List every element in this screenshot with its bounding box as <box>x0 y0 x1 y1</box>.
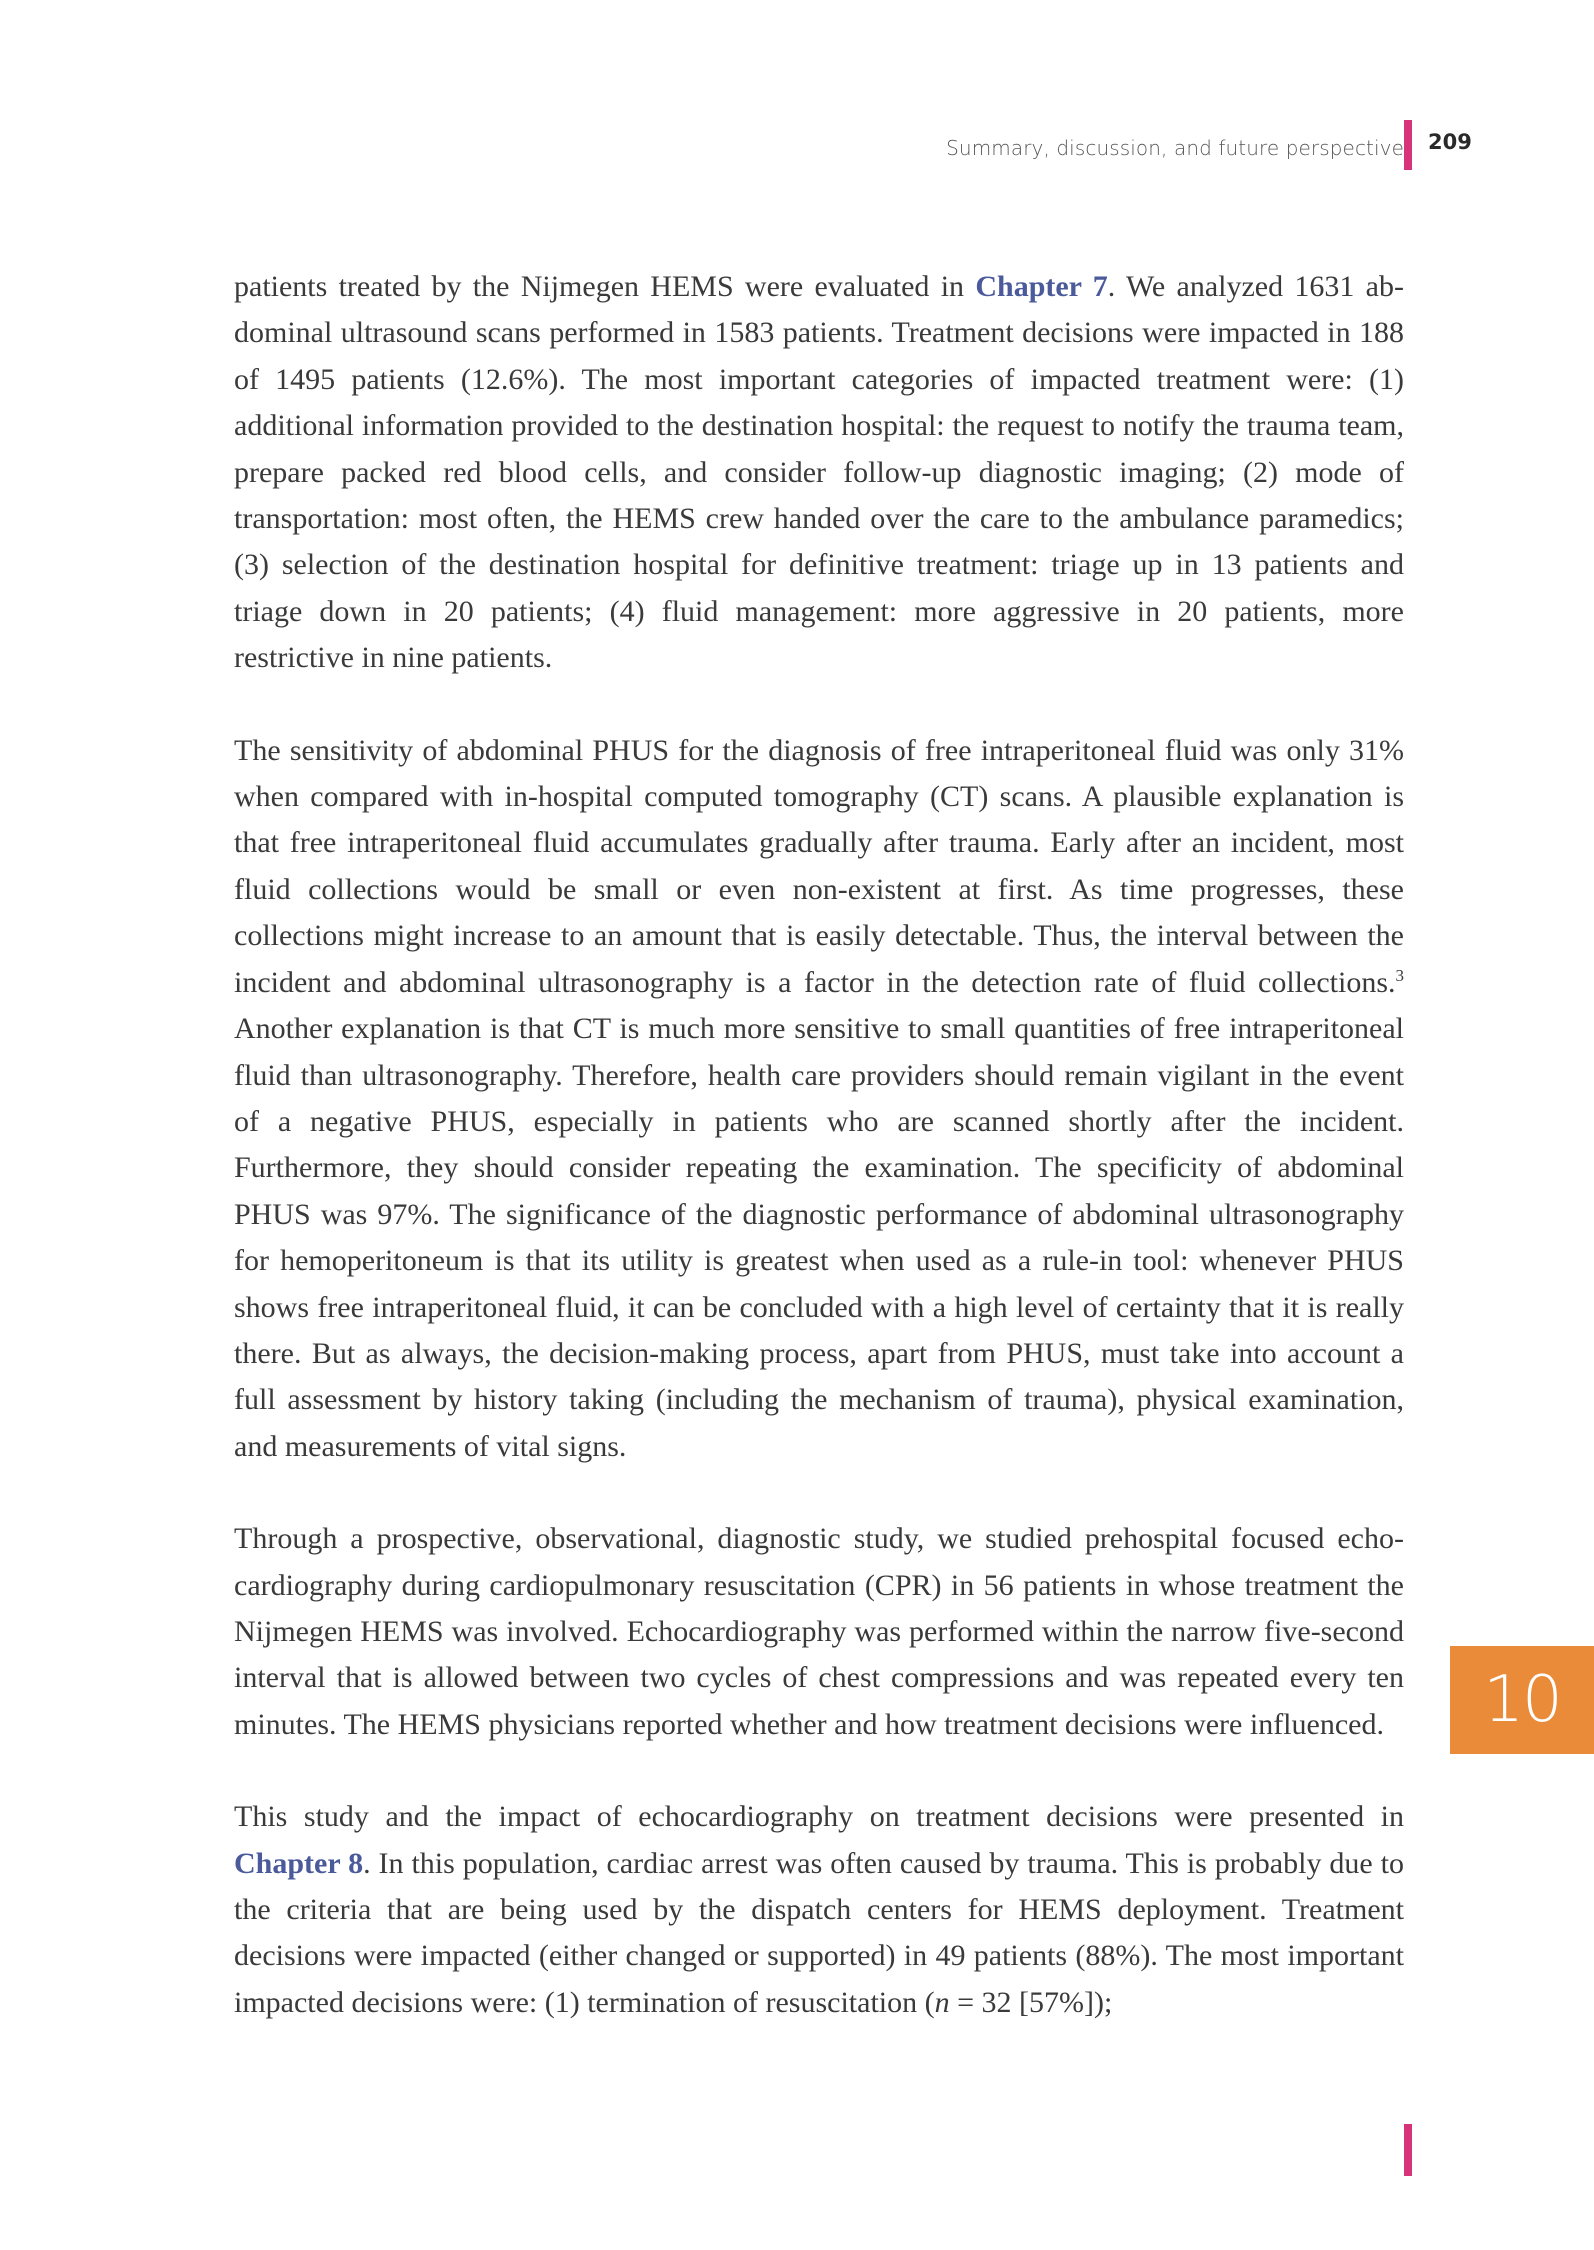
header-accent-bar <box>1404 120 1412 170</box>
chapter-tab <box>1450 1646 1594 1754</box>
chapter-tab-number: 10 <box>1483 1663 1561 1737</box>
chapter-8-link[interactable]: Chapter 8 <box>234 1846 364 1880</box>
running-header-title: Summary, discussion, and future perspective <box>946 136 1404 160</box>
paragraph-2 <box>234 728 1404 1471</box>
chapter-7-link[interactable]: Chapter 7 <box>975 270 1108 303</box>
paragraph-1-text-a: patients treated by the Nijmegen HEMS were evaluated in <box>234 270 976 303</box>
footer-accent-bar <box>1404 2124 1412 2176</box>
paragraph-2-text-b: Another explanation is that CT is much more sensitive to small quantities of free intraperitoneal fluid than ultrasonography. Therefore, health care providers should remain vigilant in the event of a negative PHUS, especially in patients who are scanned shortly after the incident. Furthermore, they should consider repeating the examination. The specificity of abdominal PHUS was 97%. The significance of the diagnostic performance of abdominal ultrasonography for hemoperitoneum is that its utility is greatest when used as a rule-in tool: whenever PHUS shows free intraperitoneal fluid, it can be concluded with a high level of certainty that it is really there. But as always, the decision-making process, apart from PHUS, must take into account a full assessment by history taking (including the mechanism of trauma), physical examination, and measurements of vital signs. <box>234 1012 1404 1463</box>
running-header <box>0 128 1404 168</box>
paragraph-2-text-a: The sensitivity of abdominal PHUS for the diagnosis of free intraperitoneal fluid was only 31% when compared with in-hospital computed tomography (CT) scans. A plausible explanation is that free intraperitoneal fluid accumulates gradually after trauma. Early after an incident, most fluid collections would be small or even non-existent at first. As time progresses, these collections might increase to an amount that is easily detectable. Thus, the interval between the incident and abdominal ultrasonography is a factor in the detection rate of fluid collections. <box>234 733 1404 999</box>
paragraph-3-text: Through a prospective, observational, diagnostic study, we studied prehospital focused echocardiography during cardiopulmonary resuscitation (CPR) in 56 patients in whose treatment the Nijmegen HEMS was involved. Echocardiography was performed within the narrow five-second interval that is allowed between two cycles of chest compressions and was repeated every ten minutes. The HEMS physicians reported whether and how treatment decisions were influenced. <box>234 1522 1404 1741</box>
paragraph-4 <box>234 1794 1404 2026</box>
paragraph-3 <box>234 1516 1404 1748</box>
paragraph-1 <box>234 264 1404 682</box>
paragraph-4-text-c: = 32 [57%]); <box>949 1985 1113 2019</box>
paragraph-4-text-b: . In this population, cardiac arrest was often caused by trauma. This is probably due to the criteria that are being used by the dispatch centers for HEMS deployment. Treatment decisions were impacted (either changed or supported) in 49 patients (88%). The most important impacted decisions were: (1) termination of resuscitation ( <box>234 1846 1404 2019</box>
paragraph-1-text-b: . We analyzed 1631 abdominal ultrasound scans performed in 1583 patients. Treatment decisions were impacted in 188 of 1495 patients (12.6%). The most important categories of impacted treatment were: (1) additional information provided to the destination hospital: the request to notify the trauma team, prepare packed red blood cells, and consider follow-up diagnostic imaging; (2) mode of transportation: most often, the HEMS crew handed over the care to the ambulance paramedics; (3) selection of the destination hospital for definitive treatment: triage up in 13 patients and triage down in 20 patients; (4) fluid management: more aggressive in 20 patients, more restrictive in nine patients. <box>234 270 1404 675</box>
paragraph-4-text-a: This study and the impact of echocardiography on treatment decisions were presented in <box>234 1800 1404 1834</box>
italic-n: n <box>934 1985 950 2019</box>
citation-superscript: 3 <box>1395 965 1404 985</box>
page-number: 209 <box>1428 130 1472 154</box>
body-text <box>234 264 1404 2072</box>
